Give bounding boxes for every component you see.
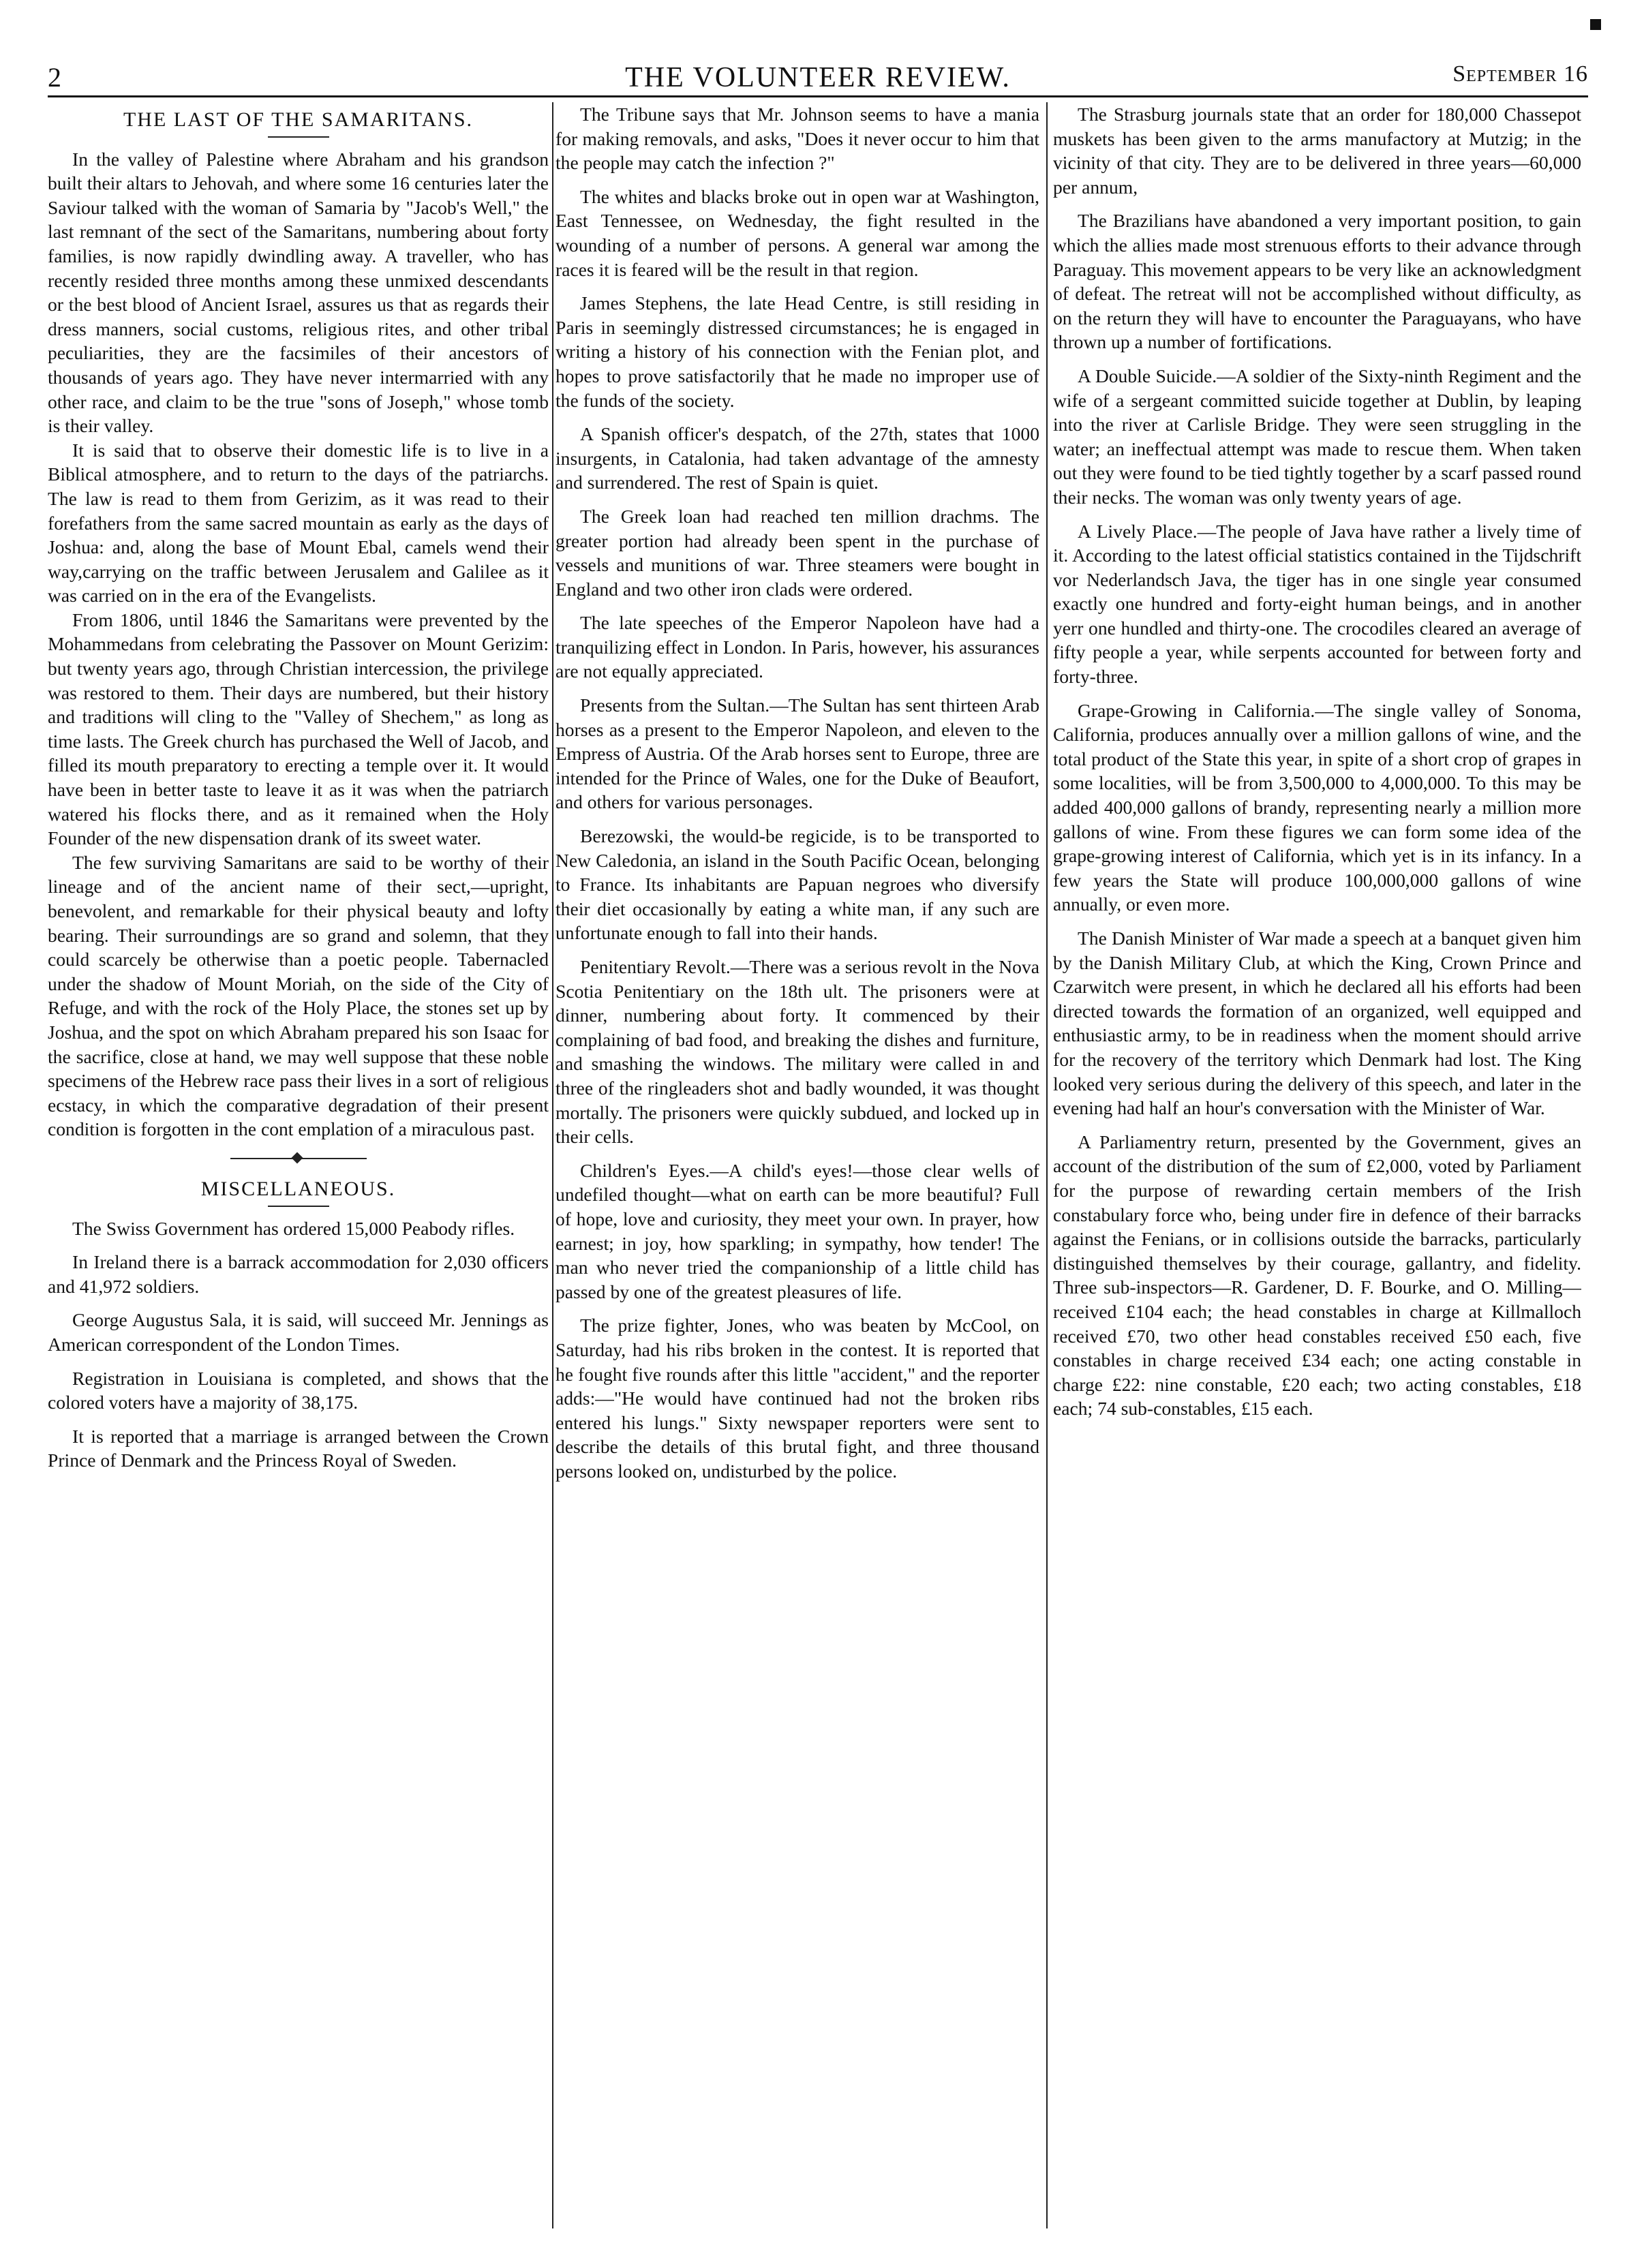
news-item: The Strasburg journals state that an order for 180,000 Chassepot muskets has been given to the arms manufactory at Mutzig; in the vicinity of that city. They are to be delivered in three years—60,000 per annum,	[1053, 104, 1581, 198]
header-rule	[48, 95, 1588, 97]
news-item: Registration in Louisiana is completed, and shows that the colored voters have a majority of 38,175.	[48, 1367, 549, 1413]
paragraph: From 1806, until 1846 the Samaritans were prevented by the Mohammedans from celebrating the Passover on Mount Gerizim: but twenty years ago, through Christian intercession, the privilege was restored to them. Their days are numbered, but their history and traditions will cling to the "Valley of Shechem," as long as time lasts. The Greek church has purchased the Well of Jacob, and filled its mouth preparatory to erecting a temple over it. It would have been in better taste to leave it as it was when the patriarch watered his flocks there, and as it remained when the Holy Founder of the new dispensation drank of its sweet water.	[48, 609, 549, 849]
news-item: James Stephens, the late Head Centre, is still residing in Paris in seemingly distressed circumstances; he is engaged in writing a history of his connection with the Fenian plot, and hopes to prove satisfactorily that he made no improper use of the funds of the society.	[555, 292, 1039, 411]
corner-mark	[1590, 19, 1601, 30]
news-item: Penitentiary Revolt.—There was a serious revolt in the Nova Scotia Penitentiary on the 18th ult. The prisoners were at dinner, numbering about forty. It commenced by their complaining of bad food, and breaking the dishes and furniture, and smashing the windows. The military were called in and three of the ringleaders shot and badly wounded, it was thought mortally. The prisoners were quickly subdued, and locked up in their cells.	[555, 956, 1039, 1148]
page-header	[48, 41, 1588, 93]
news-item: A Lively Place.—The people of Java have rather a lively time of it. According to the latest official statistics contained in the Tijdschrift vor Nederlandsch Java, the tiger has in one single year consumed exactly one hundred and forty-eight human beings, and in another yerr one hundled and thirty-one. The crocodiles cleared an average of fifty people a year, while serpents accounted for between forty and forty-three.	[1053, 520, 1581, 688]
divider-diamond-icon	[291, 1152, 303, 1163]
news-item: The Danish Minister of War made a speech at a banquet given him by the Danish Military Club, at which the King, Crown Prince and Czarwitch were present, in which he declared all his efforts had been directed towards the formation of an organized, well equipped and enthusiastic army, to be in readiness when the moment should arrive for the recovery of the territory which Denmark had lost. The King looked very serious during the delivery of this speech, and later in the evening had half an hour's conversation with the Minister of War.	[1053, 928, 1581, 1119]
article-heading-samaritans: THE LAST OF THE SAMARITANS.	[123, 108, 474, 131]
heading-rule	[268, 1206, 329, 1207]
news-item: Children's Eyes.—A child's eyes!—those clear wells of undefiled thought—what on earth can be more beautiful? Full of hope, love and curiosity, they meet your own. In prayer, how earnest; in joy, how sparkling; in sympathy, how tender! The man who never tried the companionship of a little child has passed by one of the greatest pleasures of life.	[555, 1159, 1039, 1302]
news-item: It is reported that a marriage is arranged between the Crown Prince of Denmark and the Princess Royal of Sweden.	[48, 1425, 549, 1471]
news-item: The late speeches of the Emperor Napoleon have had a tranquilizing effect in London. In Paris, however, his assurances are not equally appreciated.	[555, 612, 1039, 682]
section-divider	[230, 1154, 367, 1163]
news-item: A Parliamentry return, presented by the Government, gives an account of the distribution of the sum of £2,000, voted by Parliament for the purpose of rewarding certain members of the Irish constabulary force who, being under fire in defence of their barracks against the Fenians, or in collisions outside the barracks, particularly distinguished themselves by their courage, gallantry, and fidelity. Three sub-inspectors—R. Gardener, D. F. Bourke, and O. Milling— received £104 each; the head constables in charge at Killmalloch received £70, two other head constables received £50 each, five constables in charge received £34 each; one acting constable in charge £22: nine constable, £20 each; two acting constables, £18 each; 74 sub-constables, £15 each.	[1053, 1131, 1581, 1420]
paragraph: The few surviving Samaritans are said to be worthy of their lineage and of the ancient name of their sect,—upright, benevolent, and remarkable for their physical beauty and lofty bearing. Their surroundings are so grand and solemn, that they could scarcely be otherwise than a poetic people. Tabernacled under the shadow of Mount Moriah, on the side of the City of Refuge, and with the rock of the Holy Place, the stones set up by Joshua, and the spot on which Abraham prepared his son Isaac for the sacrifice, close at hand, we may well suppose that these noble specimens of the Hebrew race pass their lives in a sort of religious ecstacy, in which the comparative degradation of their present condition is forgotten in the cont emplation of a miraculous past.	[48, 851, 549, 1140]
column-rule-1	[552, 102, 553, 2228]
news-item: The whites and blacks broke out in open war at Washington, East Tennessee, on Wednesday, the fight resulted in the wounding of a number of persons. A general war among the races it is feared will be the result in that region.	[555, 185, 1039, 280]
news-item: The Brazilians have abandoned a very important position, to gain which the allies made most strenuous efforts to their advance through Paraguay. This movement appears to be very like an acknowledgment of defeat. The retreat will not be accomplished without difficulty, as on the return they will have to encounter the Paraguayans, who have thrown up a number of fortifications.	[1053, 210, 1581, 353]
news-item: Presents from the Sultan.—The Sultan has sent thirteen Arab horses as a present to the Emperor Napoleon, and eleven to the Empress of Austria. Of the Arab horses sent to Europe, three are intended for the Prince of Wales, one for the Duke of Beaufort, and others for various personages.	[555, 694, 1039, 813]
heading-rule	[268, 136, 329, 138]
news-item: Berezowski, the would-be regicide, is to be transported to New Caledonia, an island in the South Pacific Ocean, belonging to France. Its inhabitants are Papuan negroes who diversify their diet occasionally by eating a white man, if any such are unfortunate enough to fall into their hands.	[555, 825, 1039, 944]
column-3	[1053, 102, 1581, 2249]
newspaper-title: THE VOLUNTEER REVIEW.	[625, 62, 1011, 93]
paragraph: It is said that to observe their domestic life is to live in a Biblical atmosphere, and to return to the days of the patriarchs. The law is read to them from Gerizim, as it was read to their forefathers from the same sacred mountain as early as the days of Joshua: and, along the base of Mount Ebal, camels wend their way,carrying on the traffic between Jerusalem and Galilee as it was carried on in the era of the Evangelists.	[48, 439, 549, 607]
news-item: A Double Suicide.—A soldier of the Sixty-ninth Regiment and the wife of a sergeant committed suicide together at Dublin, by leaping into the river at Carlisle Bridge. They were seen struggling in the water; an ineffectual attempt was made to rescue them. When taken out they were found to be tied tightly together by a scarf passed round their necks. The woman was only twenty years of age.	[1053, 365, 1581, 508]
news-item: Grape-Growing in California.—The single valley of Sonoma, California, produces annually over a million gallons of wine, and the total product of the State this year, in spite of a short crop of grapes in some localities, will be from 3,500,000 to 4,000,000. To this may be added 400,000 gallons of brandy, representing nearly a million more gallons of wine. From these figures we can form some idea of the grape-growing interest of California, which yet is in its infancy. In a few years the State will produce 100,000,000 gallons of wine annually, or even more.	[1053, 699, 1581, 915]
column-rule-2	[1046, 102, 1048, 2228]
section-heading-miscellaneous: MISCELLANEOUS.	[200, 1177, 396, 1200]
news-item: The prize fighter, Jones, who was beaten by McCool, on Saturday, had his ribs broken in the contest. It is reported that he fought five rounds after this little "accident," and the reporter adds:—"He would have continued had not the broken ribs entered his lungs." Sixty newspaper reporters were sent to describe the details of this brutal fight, and three thousand persons looked on, undisturbed by the police.	[555, 1315, 1039, 1482]
page-number: 2	[48, 62, 61, 93]
column-2	[555, 102, 1039, 2249]
news-item: In Ireland there is a barrack accommodation for 2,030 officers and 41,972 soldiers.	[48, 1251, 549, 1297]
column-1	[48, 102, 549, 2249]
news-item: The Tribune says that Mr. Johnson seems to have a mania for making removals, and asks, "Does it never occur to him that the people may catch the infection ?"	[555, 104, 1039, 174]
news-item: George Augustus Sala, it is said, will succeed Mr. Jennings as American correspondent of the London Times.	[48, 1309, 549, 1355]
issue-date: September 16	[1452, 61, 1588, 87]
news-item: The Greek loan had reached ten million drachms. The greater portion had already been spent in the purchase of vessels and munitions of war. Three steamers were bought in England and two other iron clads were ordered.	[555, 505, 1039, 600]
paragraph: In the valley of Palestine where Abraham and his grandson built their altars to Jehovah, and where some 16 centuries later the Saviour talked with the woman of Samaria by "Jacob's Well," the last remnant of the sect of the Samaritans, numbering about forty families, is now rapidly dwindling away. A traveller, who has recently resided three months among these unmixed descendants or the best blood of Ancient Israel, assures us that as regards their dress manners, social customs, religious rites, and other tribal peculiarities, they are the facsimiles of their ancestors of thousands of years ago. They have never intermarried with any other race, and claim to be the true "sons of Joseph," whose tomb is their valley.	[48, 148, 549, 437]
news-item: A Spanish officer's despatch, of the 27th, states that 1000 insurgents, in Catalonia, had taken advantage of the amnesty and surrendered. The rest of Spain is quiet.	[555, 423, 1039, 493]
news-item: The Swiss Government has ordered 15,000 Peabody rifles.	[72, 1217, 515, 1239]
